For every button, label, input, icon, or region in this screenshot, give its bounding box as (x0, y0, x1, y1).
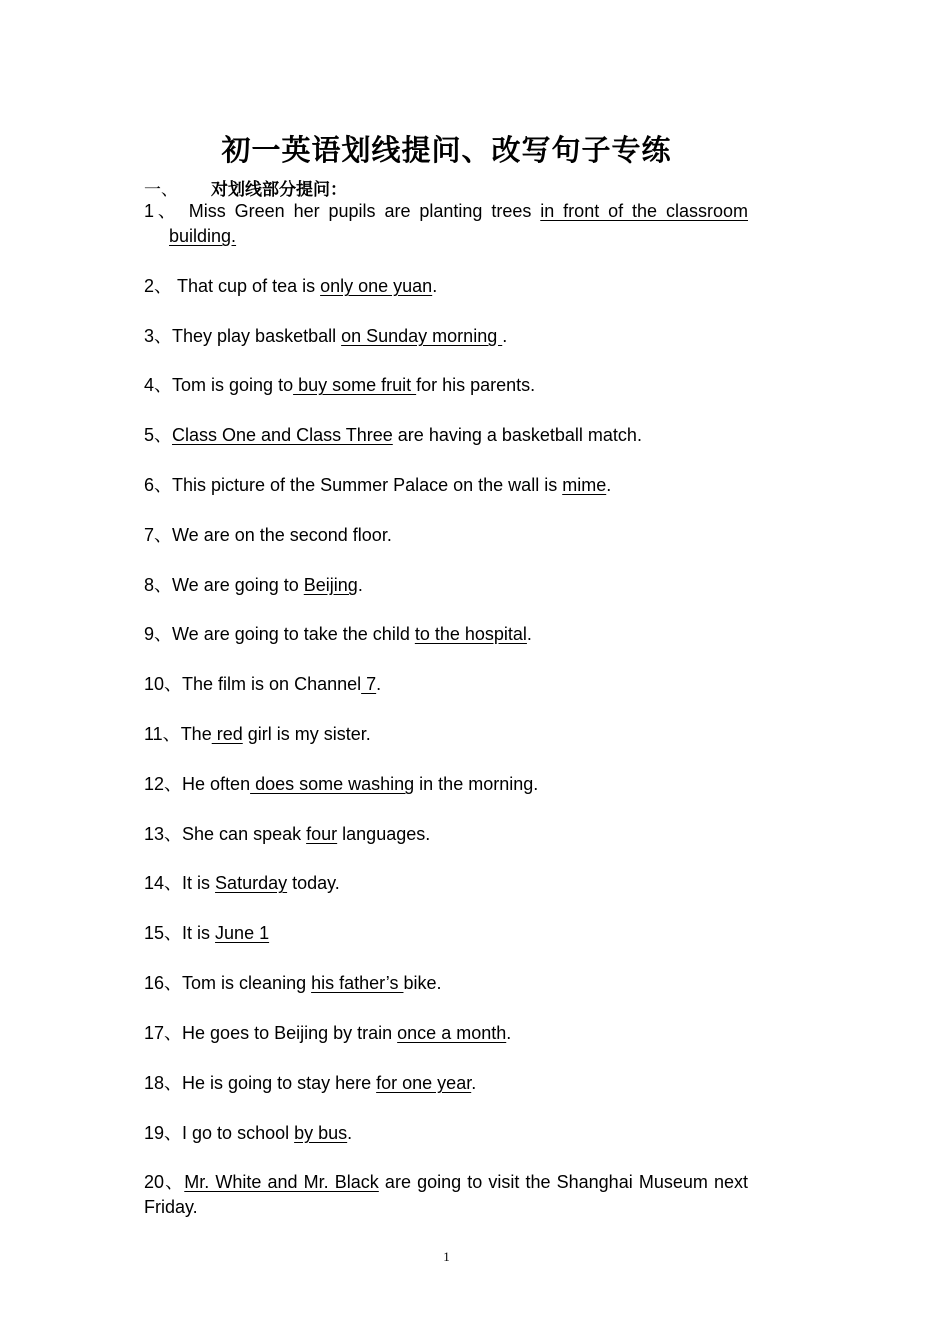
sentence-text: languages. (337, 824, 431, 844)
underlined-phrase: June 1 (215, 923, 270, 943)
question-1 (144, 199, 748, 249)
section-heading (144, 175, 347, 200)
sentence-text: It is (182, 923, 216, 943)
underlined-phrase: his father’s (311, 973, 404, 993)
underlined-phrase: Saturday (215, 873, 288, 893)
question-2 (144, 274, 748, 299)
underlined-phrase: only one yuan (320, 276, 433, 296)
sentence-text: Miss Green her pupils are planting trees (179, 201, 541, 221)
sentence-text: . (471, 1073, 477, 1093)
sentence-text: . (357, 575, 363, 595)
section-number: 一、 (144, 180, 178, 200)
sentence-text: in the morning. (414, 774, 539, 794)
question-number: 9、 (144, 624, 173, 644)
question-13 (144, 822, 748, 847)
question-number: 17、 (144, 1023, 183, 1043)
sentence-text: are going to visit the Shanghai Museum next Friday. (144, 1172, 748, 1217)
underlined-phrase: red (211, 724, 243, 744)
question-number: 4、 (144, 375, 173, 395)
question-20 (144, 1170, 748, 1220)
underlined-phrase: four (306, 824, 338, 844)
sentence-text: . (526, 624, 532, 644)
question-9 (144, 622, 748, 647)
underlined-phrase: to the hospital (414, 624, 527, 644)
question-12 (144, 772, 748, 797)
sentence-text: . (432, 276, 438, 296)
question-16 (144, 971, 748, 996)
question-5 (144, 423, 748, 448)
sentence-text: We are going to (172, 575, 304, 595)
question-number: 5、 (144, 425, 173, 445)
question-7 (144, 523, 748, 548)
sentence-text: We are on the second floor. (172, 525, 392, 545)
question-10 (144, 672, 748, 697)
question-18 (144, 1071, 748, 1096)
sentence-text: The (180, 724, 212, 744)
question-number: 12、 (144, 774, 183, 794)
sentence-text: bike. (403, 973, 442, 993)
question-number: 8、 (144, 575, 173, 595)
underlined-phrase: buy some fruit (293, 375, 417, 395)
question-number: 18、 (144, 1073, 183, 1093)
question-number: 1、 (144, 201, 180, 221)
question-17 (144, 1021, 748, 1046)
sentence-text: . (606, 475, 612, 495)
sentence-text: This picture of the Summer Palace on the wall is (172, 475, 563, 495)
sentence-text: . (506, 1023, 512, 1043)
sentence-text: girl is my sister. (242, 724, 371, 744)
question-number: 2、 (144, 276, 173, 296)
underlined-phrase: Mr. White and Mr. Black (184, 1172, 379, 1192)
underlined-phrase: for one year (376, 1073, 472, 1093)
underlined-phrase: on Sunday morning (341, 326, 503, 346)
question-number: 10、 (144, 674, 183, 694)
underlined-phrase: 7 (361, 674, 377, 694)
question-4 (144, 373, 748, 398)
sentence-text: That cup of tea is (172, 276, 321, 296)
question-number: 7、 (144, 525, 173, 545)
sentence-text: He often (182, 774, 251, 794)
section-label: 对划线部分提问： (211, 180, 347, 200)
sentence-text: Tom is going to (172, 375, 294, 395)
sentence-text: . (502, 326, 508, 346)
page-title: 初一英语划线提问、改写句子专练 (221, 133, 672, 167)
sentence-text: He is going to stay here (182, 1073, 377, 1093)
question-3 (144, 324, 748, 349)
question-number: 15、 (144, 923, 183, 943)
question-number: 6、 (144, 475, 173, 495)
question-15 (144, 921, 748, 946)
sentence-text: She can speak (182, 824, 307, 844)
question-number: 20、 (144, 1172, 185, 1192)
question-8 (144, 573, 748, 598)
underlined-phrase: in front of the classroom building. (169, 201, 748, 246)
sentence-text: I go to school (182, 1123, 295, 1143)
sentence-text: He goes to Beijing by train (182, 1023, 398, 1043)
question-14 (144, 871, 748, 896)
underlined-phrase: Class One and Class Three (172, 425, 393, 445)
page-number: 1 (443, 1249, 450, 1264)
sentence-text: are having a basketball match. (392, 425, 642, 445)
sentence-text: They play basketball (172, 326, 342, 346)
underlined-phrase: once a month (397, 1023, 507, 1043)
sentence-text: The film is on Channel (182, 674, 362, 694)
underlined-phrase: does some washing (250, 774, 415, 794)
sentence-text: We are going to take the child (172, 624, 415, 644)
question-number: 19、 (144, 1123, 183, 1143)
sentence-text: It is (182, 873, 216, 893)
underlined-phrase: mime (562, 475, 607, 495)
question-number: 11、 (144, 724, 181, 744)
question-19 (144, 1121, 748, 1146)
question-11 (144, 722, 748, 747)
sentence-text: for his parents. (416, 375, 536, 395)
sentence-text: . (376, 674, 382, 694)
underlined-phrase: by bus (294, 1123, 348, 1143)
question-number: 13、 (144, 824, 183, 844)
question-number: 16、 (144, 973, 183, 993)
question-6 (144, 473, 748, 498)
sentence-text: today. (287, 873, 340, 893)
question-number: 14、 (144, 873, 183, 893)
sentence-text: Tom is cleaning (182, 973, 312, 993)
sentence-text: . (347, 1123, 353, 1143)
underlined-phrase: Beijing (303, 575, 358, 595)
question-number: 3、 (144, 326, 173, 346)
